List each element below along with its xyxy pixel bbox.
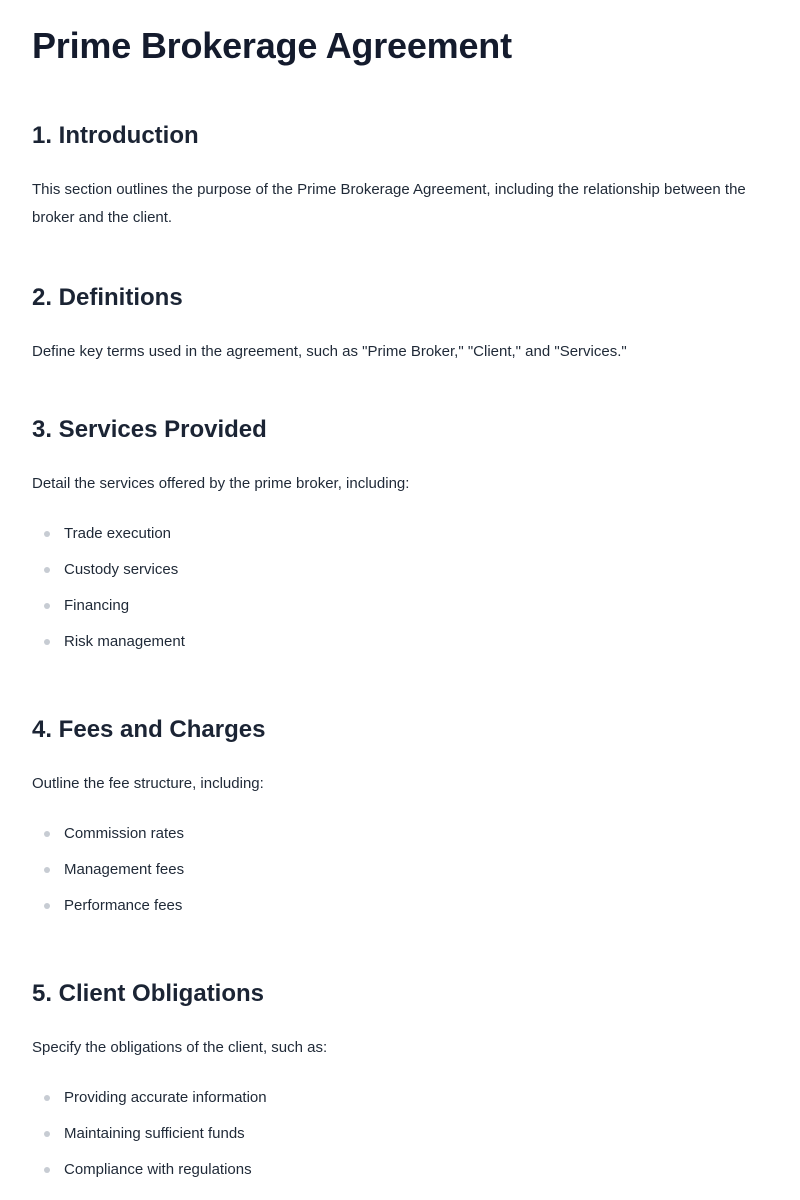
bullet-dot-icon: [44, 567, 50, 573]
list-item-text: Custody services: [64, 561, 179, 578]
list-item: [32, 560, 768, 596]
list-item: [32, 632, 768, 668]
list-item-text: Compliance with regulations: [64, 1161, 252, 1178]
section-body: Detail the services offered by the prime broker, including:: [32, 475, 410, 492]
section-services-provided: [32, 414, 768, 668]
list-item: [32, 596, 768, 632]
bullet-list: [32, 1088, 768, 1196]
section-client-obligations: [32, 978, 768, 1196]
list-item-text: Maintaining sufficient funds: [64, 1125, 245, 1142]
list-item-text: Trade execution: [64, 525, 172, 542]
section-body: Specify the obligations of the client, such as:: [32, 1039, 328, 1056]
list-item-text: Commission rates: [64, 825, 185, 842]
list-item-text: Providing accurate information: [64, 1089, 267, 1106]
bullet-dot-icon: [44, 1131, 50, 1137]
list-item: [32, 1088, 768, 1124]
list-item: [32, 860, 768, 896]
section-heading: 5. Client Obligations: [32, 980, 265, 1007]
section-body: Define key terms used in the agreement, such as "Prime Broker," "Client," and "Services.": [32, 343, 627, 360]
bullet-dot-icon: [44, 867, 50, 873]
bullet-list: [32, 824, 768, 932]
bullet-dot-icon: [44, 531, 50, 537]
section-body: This section outlines the purpose of the Prime Brokerage Agreement, including the relationship between the broker and the client.: [32, 181, 746, 226]
section-heading: 2. Definitions: [32, 284, 183, 311]
list-item-text: Performance fees: [64, 897, 183, 914]
list-item-text: Management fees: [64, 861, 185, 878]
list-item: [32, 1124, 768, 1160]
document-title: Prime Brokerage Agreement: [32, 25, 512, 66]
bullet-dot-icon: [44, 831, 50, 837]
list-item: [32, 896, 768, 932]
bullet-dot-icon: [44, 603, 50, 609]
section-introduction: [32, 120, 768, 232]
list-item: [32, 824, 768, 860]
list-item-text: Financing: [64, 597, 130, 614]
section-fees-and-charges: [32, 714, 768, 932]
list-item-text: Risk management: [64, 633, 185, 650]
bullet-list: [32, 524, 768, 668]
list-item: [32, 1160, 768, 1196]
bullet-dot-icon: [44, 903, 50, 909]
bullet-dot-icon: [44, 1167, 50, 1173]
section-heading: 4. Fees and Charges: [32, 716, 266, 743]
section-definitions: [32, 282, 768, 366]
bullet-dot-icon: [44, 1095, 50, 1101]
bullet-dot-icon: [44, 639, 50, 645]
list-item: [32, 524, 768, 560]
section-body: Outline the fee structure, including:: [32, 775, 264, 792]
section-heading: 1. Introduction: [32, 122, 199, 149]
section-heading: 3. Services Provided: [32, 416, 267, 443]
